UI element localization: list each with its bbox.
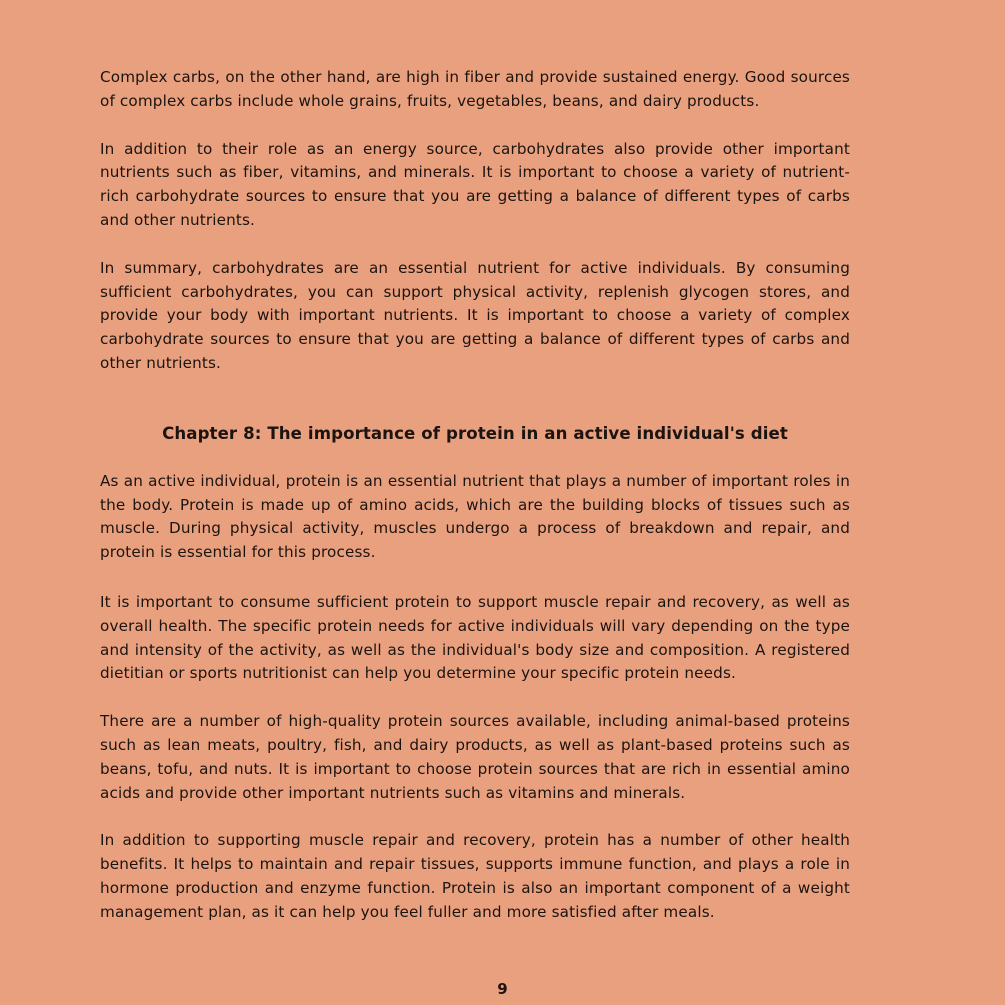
paragraph-protein-sources: There are a number of high-quality protein sources available, including animal-based proteins such as lean meats, poultry, fish, and dairy products, as well as plant-based proteins such as beans, tofu, and nuts. It is important to choose protein sources that are rich in essential amino acids and provide other important nutrients such as vitamins and minerals.	[100, 712, 850, 802]
paragraph-protein-intro: As an active individual, protein is an essential nutrient that plays a number of important roles in the body. Protein is made up of amino acids, which are the building blocks of tissues such as muscle. During physical activity, muscles undergo a process of breakdown and repair, and protein is essential for this process.	[100, 471, 850, 562]
paragraph-protein-needs: It is important to consume sufficient protein to support muscle repair and recovery, as well as overall health. The specific protein needs for active individuals will vary depending on the type and intensity of the activity, as well as the individual's body size and composition. A registered dietitian or sports nutritionist can help you determine your specific protein needs.	[100, 592, 850, 683]
page-number: 9	[497, 980, 508, 998]
paragraph-complex-carbs: Complex carbs, on the other hand, are high in fiber and provide sustained energy. Good sources of complex carbs include whole grains, fruits, vegetables, beans, and dairy products.	[100, 68, 850, 110]
chapter-heading: Chapter 8: The importance of protein in an active individual's diet	[162, 423, 788, 443]
paragraph-carbs-nutrients: In addition to their role as an energy source, carbohydrates also provide other important nutrients such as fiber, vitamins, and minerals. It is important to choose a variety of nutrient-rich carbohydrate sources to ensure that you are getting a balance of different types of carbs and other nutrients.	[100, 139, 850, 229]
paragraph-carbs-summary: In summary, carbohydrates are an essential nutrient for active individuals. By consuming sufficient carbohydrates, you can support physical activity, replenish glycogen stores, and provide your body with important nutrients. It is important to choose a variety of complex carbohydrate sources to ensure that you are getting a balance of different types of carbs and other nutrients.	[100, 258, 850, 372]
page-content	[100, 66, 850, 925]
paragraph-protein-benefits: In addition to supporting muscle repair and recovery, protein has a number of other health benefits. It helps to maintain and repair tissues, supports immune function, and plays a role in hormone production and enzyme function. Protein is also an important component of a weight management plan, as it can help you feel fuller and more satisfied after meals.	[100, 831, 850, 921]
